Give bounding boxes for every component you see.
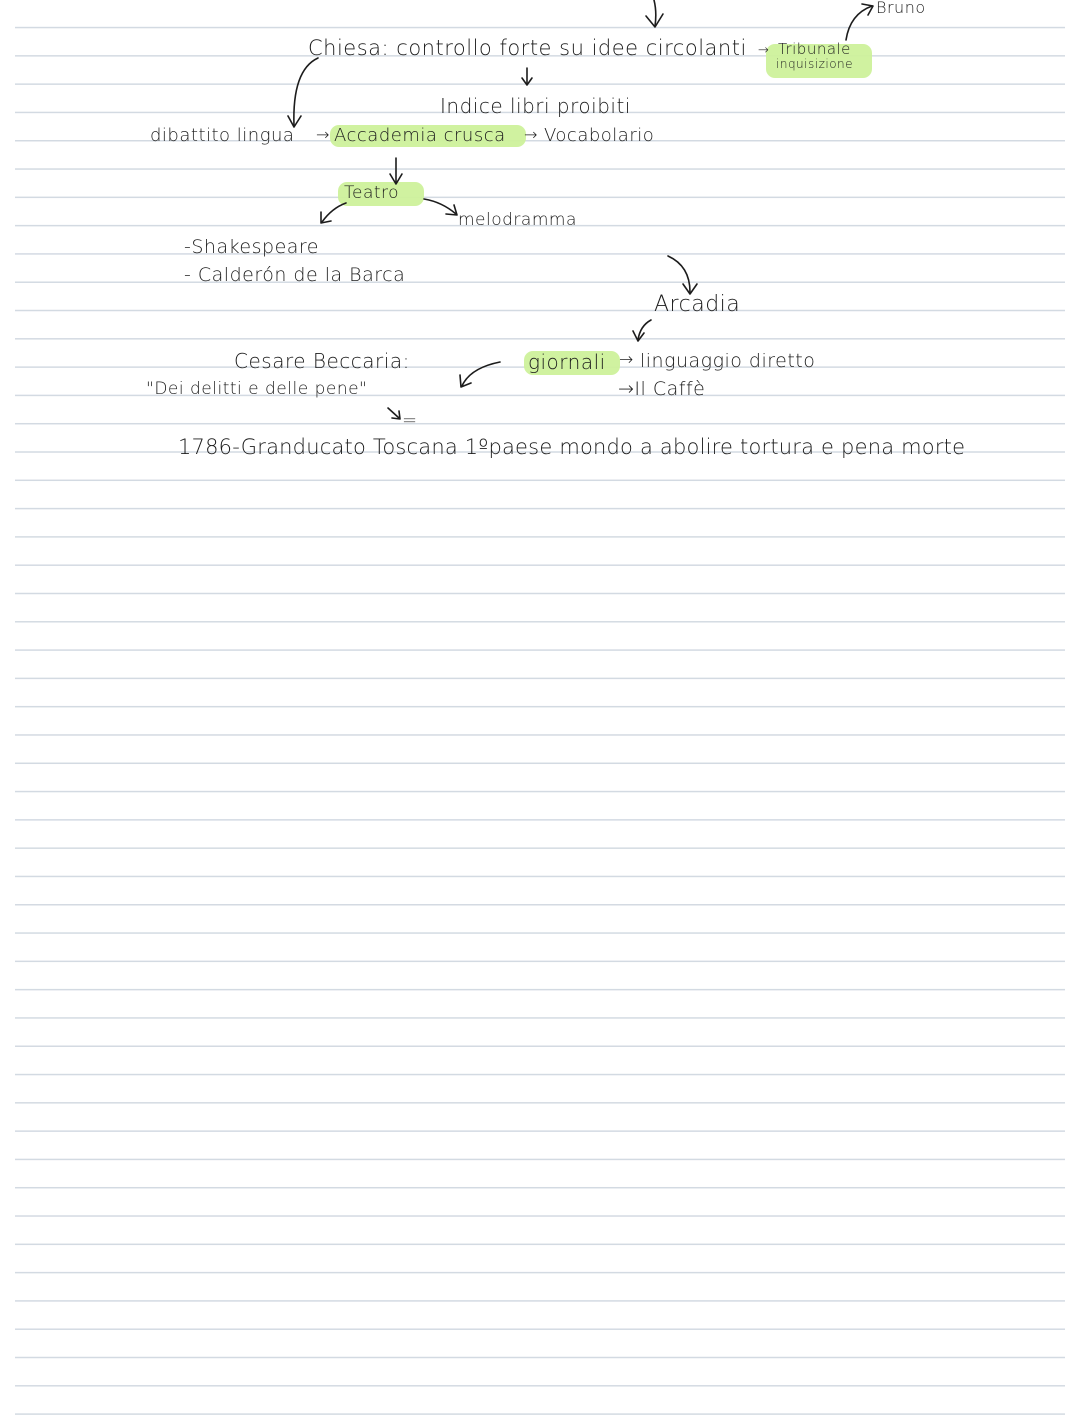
arrow-beccaria-down: [388, 408, 399, 418]
note-dibattito: dibattito lingua: [150, 125, 295, 146]
note-giornali: giornali: [528, 350, 606, 374]
note-accademia: Accademia crusca: [334, 125, 506, 146]
note-indice: Indice libri proibiti: [440, 94, 631, 118]
arrow-giornali-to-beccaria: [462, 362, 500, 386]
arrow-to-bruno: [846, 6, 872, 40]
note-beccaria-name: Cesare Beccaria:: [234, 349, 410, 373]
note-melodramma: melodramma: [458, 210, 577, 230]
arrow-to-accademia: →: [316, 125, 330, 144]
note-equals: =: [402, 410, 418, 431]
note-linguaggio: linguaggio diretto: [640, 350, 816, 372]
arrow-teatro-melodramma: [424, 199, 456, 214]
arrow-top-down: [654, 0, 656, 26]
note-calderon: - Calderón de la Barca: [184, 264, 406, 286]
note-bruno: Bruno: [876, 0, 926, 17]
note-arcadia: Arcadia: [654, 292, 741, 317]
note-shakespeare: -Shakespeare: [184, 236, 319, 258]
note-vocabolario: Vocabolario: [544, 125, 655, 146]
arrow-to-tribunale: →: [758, 43, 770, 58]
arrow-chiesa-to-dibattito: [294, 58, 318, 126]
note-chiesa: Chiesa: controllo forte su idee circolanti: [308, 36, 747, 60]
arrow-to-arcadia: [668, 256, 690, 292]
note-teatro: Teatro: [344, 183, 400, 203]
arrow-arcadia-to-giornali: [638, 320, 651, 340]
note-tribunale: Tribunale: [778, 40, 851, 58]
note-caffe: →Il Caffè: [618, 378, 706, 400]
arrow-to-linguaggio: →: [619, 350, 634, 370]
note-granducato: 1786-Granducato Toscana 1ºpaese mondo a abolire tortura e pena morte: [178, 435, 966, 459]
arrow-teatro-left: [322, 203, 346, 222]
note-beccaria-work: "Dei delitti e delle pene": [146, 379, 368, 399]
note-inquisizione: inquisizione: [776, 57, 854, 71]
arrow-to-vocabolario: →: [524, 125, 538, 144]
